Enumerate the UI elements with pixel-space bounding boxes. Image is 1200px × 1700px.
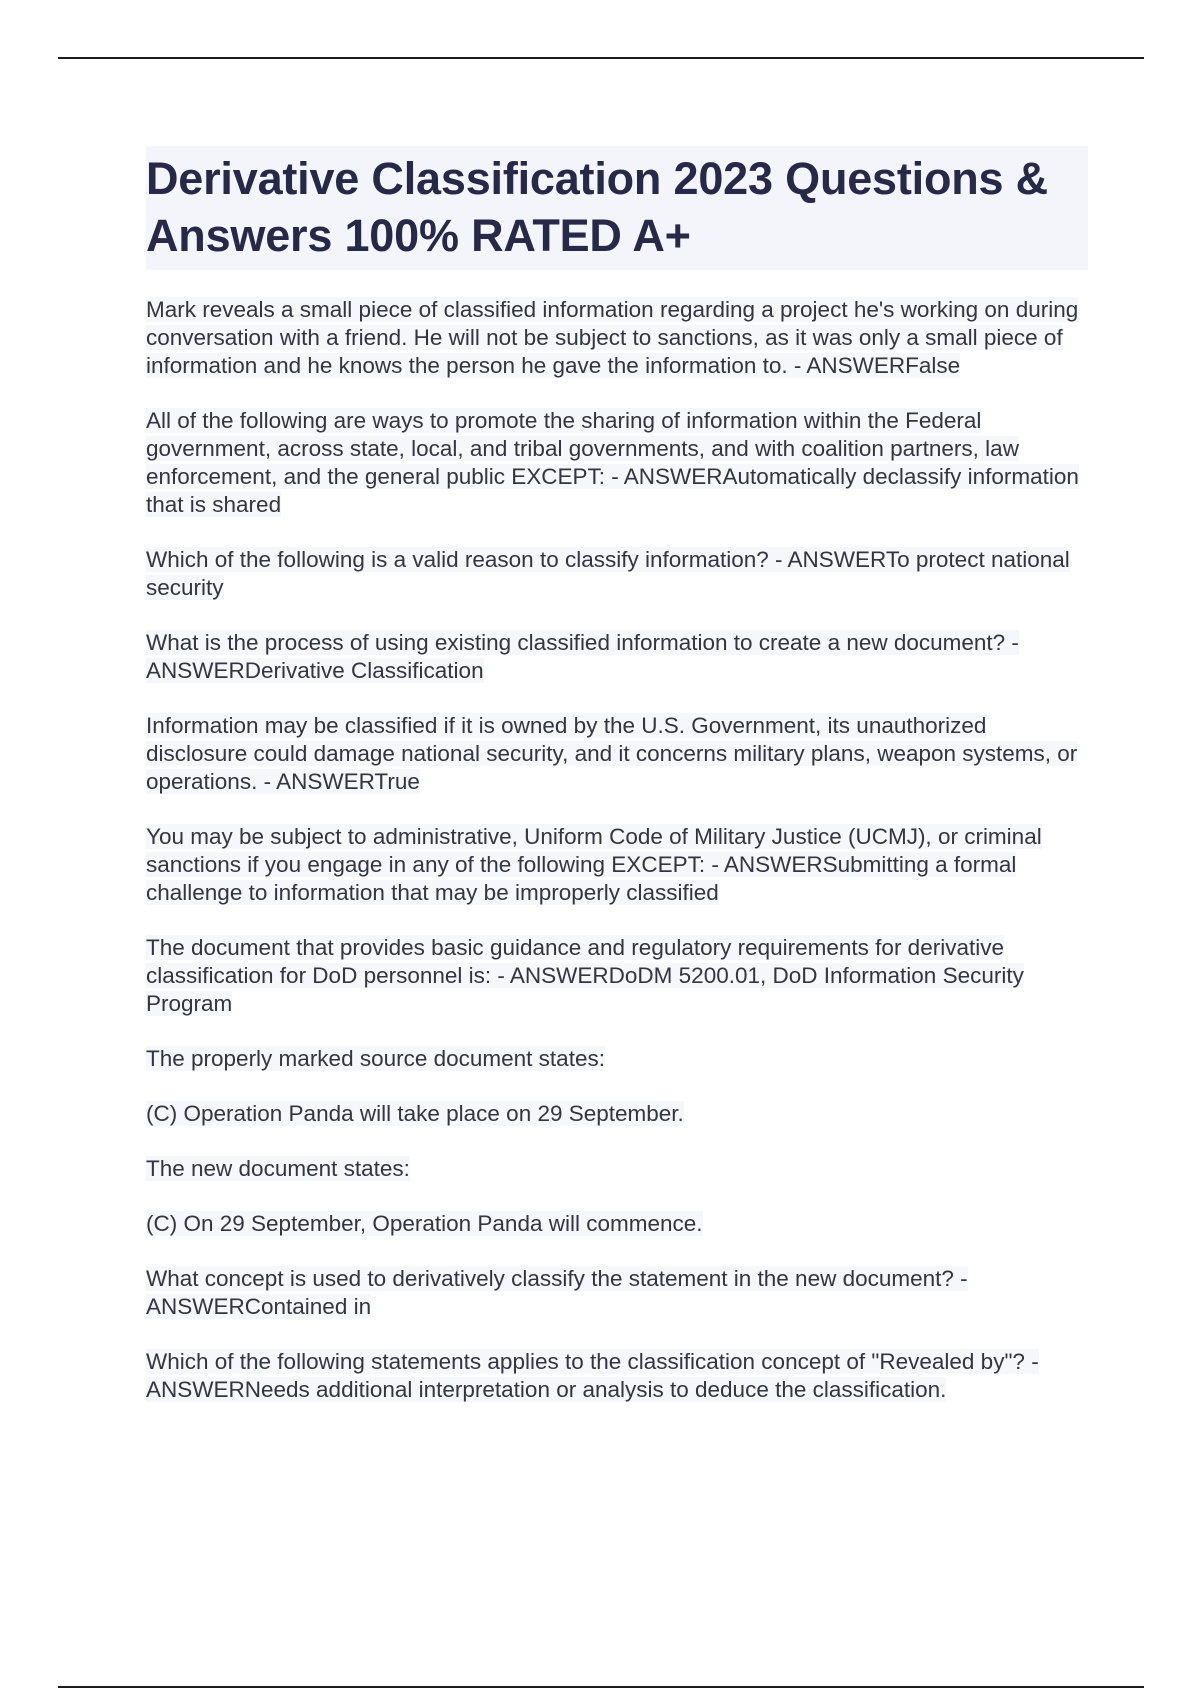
qa-text: Information may be classified if it is owned by the U.S. Government, its unauthorized disclosure could damage national security, and it concerns military plans, weapon systems, or operations. - ANSWERTrue [146, 713, 1078, 794]
qa-paragraph-6 [146, 823, 1088, 907]
qa-paragraph-11 [146, 1210, 1088, 1238]
qa-paragraph-1 [146, 296, 1088, 380]
qa-paragraph-2 [146, 407, 1088, 519]
qa-paragraph-3 [146, 546, 1088, 602]
qa-text: Which of the following is a valid reason to classify information? - ANSWERTo protect national security [146, 547, 1070, 600]
qa-text: The document that provides basic guidance and regulatory requirements for derivative classification for DoD personnel is: - ANSWERDoDM 5200.01, DoD Information Security Program [146, 935, 1024, 1016]
bottom-rule [58, 1686, 1144, 1688]
document-title: Derivative Classification 2023 Questions & Answers 100% RATED A+ [146, 146, 1088, 270]
qa-paragraph-8 [146, 1045, 1088, 1073]
qa-text: The properly marked source document states: [146, 1046, 605, 1071]
qa-paragraph-7 [146, 934, 1088, 1018]
qa-paragraph-13 [146, 1348, 1088, 1404]
qa-paragraph-10 [146, 1155, 1088, 1183]
top-rule [58, 57, 1144, 59]
qa-text: The new document states: [146, 1156, 410, 1181]
qa-paragraph-12 [146, 1265, 1088, 1321]
qa-text: Which of the following statements applies to the classification concept of "Revealed by"? - ANSWERNeeds additional interpretation or analysis to deduce the classification. [146, 1349, 1039, 1402]
qa-text: All of the following are ways to promote the sharing of information within the Federal government, across state, local, and tribal governments, and with coalition partners, law enforcement, and the general public EXCEPT: - ANSWERAutomatically declassify information that is shared [146, 408, 1079, 517]
qa-text: Mark reveals a small piece of classified information regarding a project he's working on during conversation with a friend. He will not be subject to sanctions, as it was only a small piece of information and he knows the person he gave the information to. - ANSWERFalse [146, 297, 1079, 378]
qa-text: What concept is used to derivatively classify the statement in the new document? - ANSWERContained in [146, 1266, 968, 1319]
qa-text: You may be subject to administrative, Uniform Code of Military Justice (UCMJ), or criminal sanctions if you engage in any of the following EXCEPT: - ANSWERSubmitting a formal challenge to information that may be improperly classified [146, 824, 1042, 905]
qa-paragraph-4 [146, 629, 1088, 685]
qa-text: (C) On 29 September, Operation Panda will commence. [146, 1211, 703, 1236]
document-body [146, 146, 1088, 1431]
qa-text: What is the process of using existing classified information to create a new document? - ANSWERDerivative Classification [146, 630, 1019, 683]
qa-paragraph-5 [146, 712, 1088, 796]
qa-text: (C) Operation Panda will take place on 29 September. [146, 1101, 684, 1126]
qa-paragraph-9 [146, 1100, 1088, 1128]
